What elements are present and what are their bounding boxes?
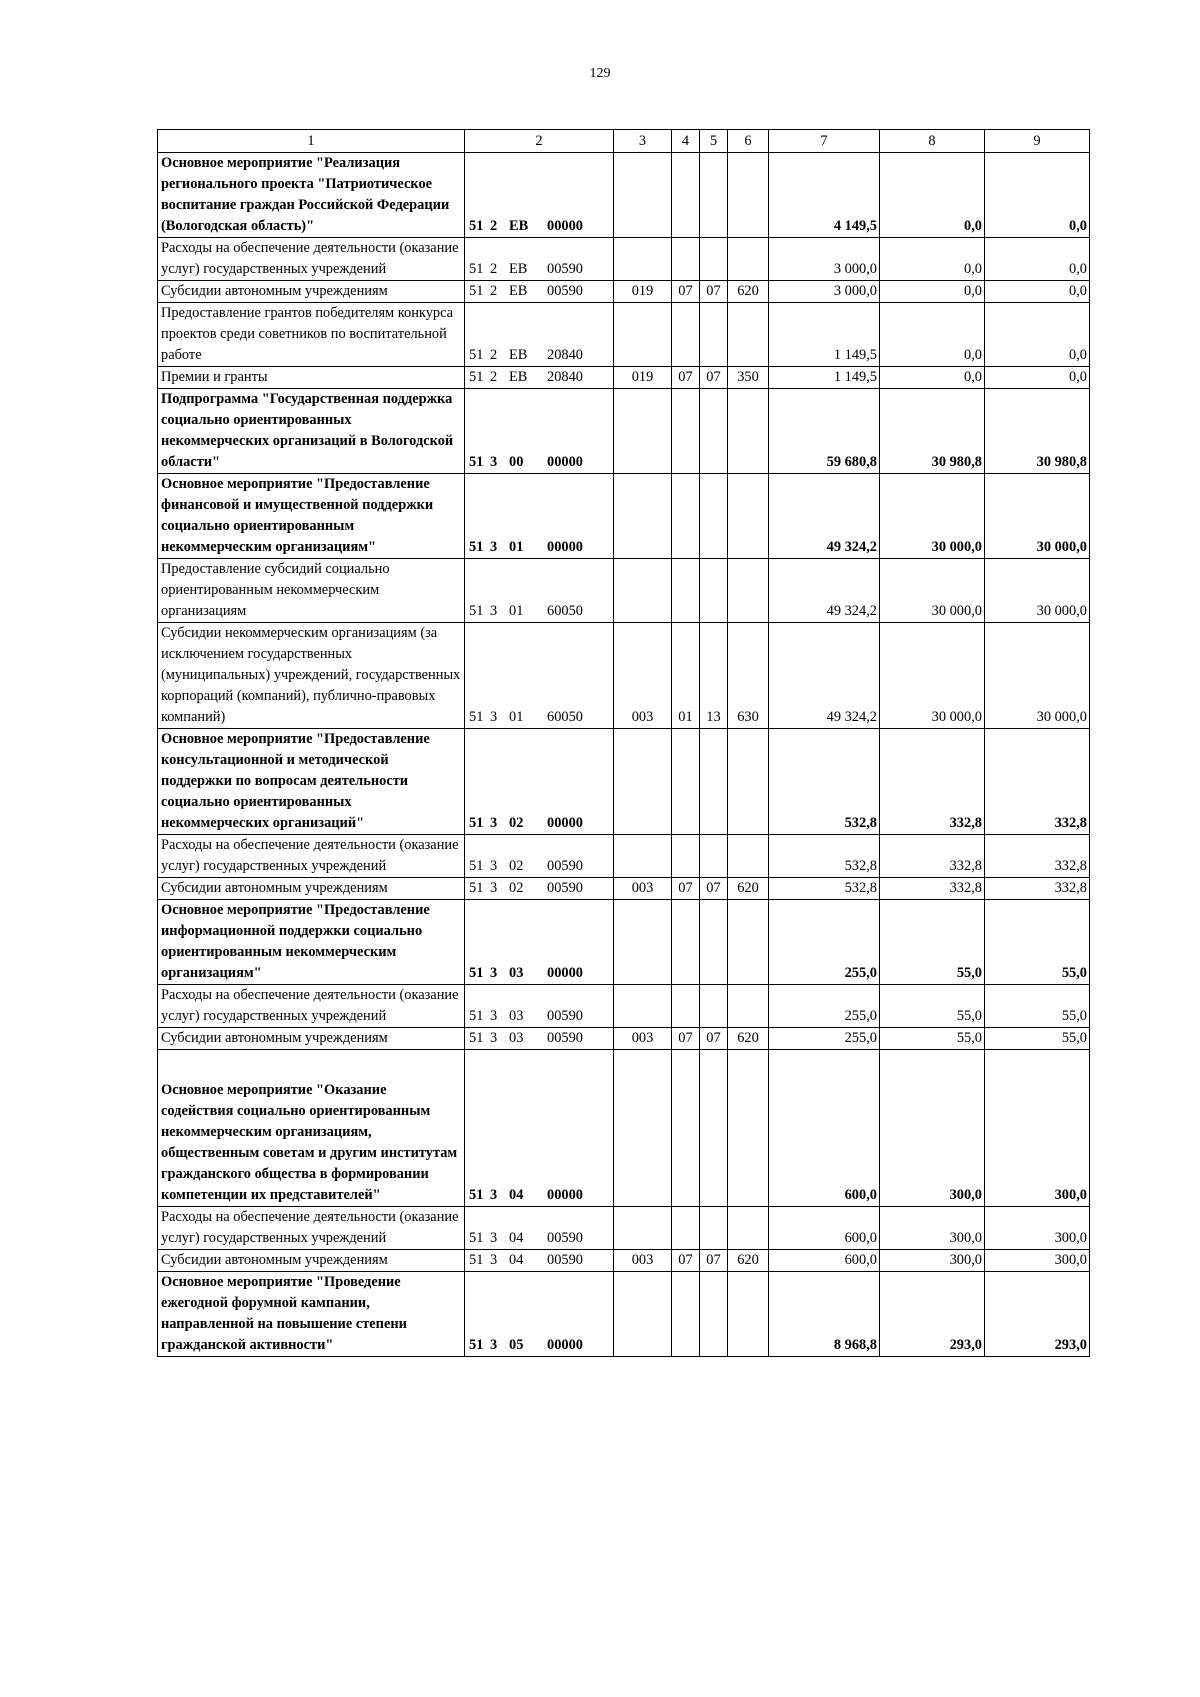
section-code xyxy=(672,559,700,623)
code-part: 03 xyxy=(509,965,524,981)
section-code: 01 xyxy=(672,623,700,729)
amount-col-7: 1 149,5 xyxy=(769,367,880,389)
amount-col-7: 532,8 xyxy=(769,729,880,835)
row-name: Расходы на обеспечение деятельности (оказание услуг) государственных учреждений xyxy=(158,835,465,878)
target-article-code xyxy=(465,878,614,900)
amount-col-7: 3 000,0 xyxy=(769,238,880,281)
code-part: ЕВ xyxy=(509,369,528,385)
row-name: Подпрограмма "Государственная поддержка социально ориентированных некоммерческих организаций в Вологодской области" xyxy=(158,389,465,474)
expense-type-code xyxy=(728,474,769,559)
amount-col-7: 255,0 xyxy=(769,1028,880,1050)
column-number: 7 xyxy=(769,130,880,153)
code-part: 20840 xyxy=(547,369,583,385)
row-name: Расходы на обеспечение деятельности (оказание услуг) государственных учреждений xyxy=(158,1207,465,1250)
target-article-code xyxy=(465,1272,614,1357)
code-part: 20840 xyxy=(547,347,583,363)
section-code xyxy=(672,303,700,367)
row-name: Субсидии автономным учреждениям xyxy=(158,1028,465,1050)
amount-col-8: 332,8 xyxy=(880,878,985,900)
code-part: 05 xyxy=(509,1337,524,1353)
section-code xyxy=(672,900,700,985)
subsection-code xyxy=(700,1207,728,1250)
section-code xyxy=(672,1050,700,1207)
row-name: Основное мероприятие "Проведение ежегодной форумной кампании, направленной на повышение степени гражданской активности" xyxy=(158,1272,465,1357)
expense-type-code xyxy=(728,1207,769,1250)
row-name: Субсидии автономным учреждениям xyxy=(158,1250,465,1272)
ministry-code xyxy=(614,474,672,559)
section-code xyxy=(672,389,700,474)
code-part: 2 xyxy=(490,218,498,234)
column-number: 2 xyxy=(465,130,614,153)
code-part: 04 xyxy=(509,1230,524,1246)
ministry-code xyxy=(614,985,672,1028)
code-part: 3 xyxy=(490,1187,498,1203)
subsection-code xyxy=(700,153,728,238)
section-code: 07 xyxy=(672,1028,700,1050)
table-row xyxy=(158,281,1090,303)
code-part: 00000 xyxy=(547,1187,583,1203)
column-number: 4 xyxy=(672,130,700,153)
row-name: Субсидии автономным учреждениям xyxy=(158,878,465,900)
amount-col-9: 30 000,0 xyxy=(985,474,1090,559)
table-row xyxy=(158,238,1090,281)
target-article-code xyxy=(465,367,614,389)
subsection-code xyxy=(700,1272,728,1357)
amount-col-8: 300,0 xyxy=(880,1250,985,1272)
ministry-code: 019 xyxy=(614,281,672,303)
code-part: 51 xyxy=(469,1030,484,1046)
amount-col-9: 30 000,0 xyxy=(985,623,1090,729)
target-article-code xyxy=(465,1207,614,1250)
code-part: 51 xyxy=(469,347,484,363)
section-code xyxy=(672,729,700,835)
section-code: 07 xyxy=(672,878,700,900)
ministry-code: 003 xyxy=(614,1028,672,1050)
amount-col-7: 49 324,2 xyxy=(769,623,880,729)
subsection-code xyxy=(700,985,728,1028)
code-part: 3 xyxy=(490,539,498,555)
code-part: 51 xyxy=(469,369,484,385)
table-row xyxy=(158,1250,1090,1272)
section-code: 07 xyxy=(672,1250,700,1272)
subsection-code xyxy=(700,474,728,559)
code-part: 51 xyxy=(469,1337,484,1353)
code-part: 2 xyxy=(490,283,498,299)
section-code: 07 xyxy=(672,367,700,389)
subsection-code: 07 xyxy=(700,367,728,389)
target-article-code xyxy=(465,1250,614,1272)
ministry-code xyxy=(614,153,672,238)
expense-type-code: 350 xyxy=(728,367,769,389)
amount-col-9: 55,0 xyxy=(985,985,1090,1028)
section-code xyxy=(672,153,700,238)
code-part: 00000 xyxy=(547,539,583,555)
row-name: Субсидии некоммерческим организациям (за исключением государственных (муниципальных) учреждений, государственных корпораций (компаний), публично-правовых компаний) xyxy=(158,623,465,729)
table-row xyxy=(158,1272,1090,1357)
expense-type-code: 620 xyxy=(728,878,769,900)
amount-col-7: 1 149,5 xyxy=(769,303,880,367)
expense-type-code: 620 xyxy=(728,281,769,303)
code-part: 03 xyxy=(509,1030,524,1046)
column-number-row xyxy=(158,130,1090,153)
target-article-code xyxy=(465,153,614,238)
expense-type-code xyxy=(728,238,769,281)
row-name: Основное мероприятие "Реализация регионального проекта "Патриотическое воспитание граждан Российской Федерации (Вологодская область)" xyxy=(158,153,465,238)
amount-col-7: 255,0 xyxy=(769,900,880,985)
expense-type-code xyxy=(728,1272,769,1357)
amount-col-7: 49 324,2 xyxy=(769,474,880,559)
table-row xyxy=(158,1028,1090,1050)
code-part: ЕВ xyxy=(509,283,528,299)
table-row xyxy=(158,367,1090,389)
target-article-code xyxy=(465,281,614,303)
code-part: 2 xyxy=(490,261,498,277)
code-part: 51 xyxy=(469,283,484,299)
page-number: 129 xyxy=(589,66,611,81)
subsection-code xyxy=(700,238,728,281)
row-name: Основное мероприятие "Оказание содействия социально ориентированным некоммерческим организациям, общественным советам и другим институтам гражданского общества в формировании компетенции их представителей" xyxy=(158,1050,465,1207)
code-part: 3 xyxy=(490,858,498,874)
code-part: 51 xyxy=(469,1230,484,1246)
row-name: Субсидии автономным учреждениям xyxy=(158,281,465,303)
code-part: 00590 xyxy=(547,283,583,299)
code-part: 01 xyxy=(509,709,524,725)
code-part: 51 xyxy=(469,1008,484,1024)
ministry-code: 003 xyxy=(614,623,672,729)
code-part: 2 xyxy=(490,369,498,385)
code-part: 03 xyxy=(509,1008,524,1024)
code-part: 04 xyxy=(509,1252,524,1268)
section-code xyxy=(672,1207,700,1250)
amount-col-9: 300,0 xyxy=(985,1250,1090,1272)
expense-type-code xyxy=(728,559,769,623)
amount-col-8: 30 980,8 xyxy=(880,389,985,474)
subsection-code xyxy=(700,900,728,985)
amount-col-8: 293,0 xyxy=(880,1272,985,1357)
amount-col-7: 600,0 xyxy=(769,1207,880,1250)
code-part: 3 xyxy=(490,1252,498,1268)
code-part: 3 xyxy=(490,815,498,831)
code-part: 51 xyxy=(469,880,484,896)
subsection-code xyxy=(700,1050,728,1207)
table-row xyxy=(158,985,1090,1028)
table-row xyxy=(158,389,1090,474)
expense-type-code xyxy=(728,985,769,1028)
amount-col-8: 300,0 xyxy=(880,1050,985,1207)
column-number: 3 xyxy=(614,130,672,153)
amount-col-7: 4 149,5 xyxy=(769,153,880,238)
expense-type-code: 630 xyxy=(728,623,769,729)
amount-col-7: 532,8 xyxy=(769,835,880,878)
table-row xyxy=(158,559,1090,623)
code-part: 51 xyxy=(469,858,484,874)
amount-col-7: 3 000,0 xyxy=(769,281,880,303)
expense-type-code xyxy=(728,389,769,474)
code-part: 00 xyxy=(509,454,524,470)
table-row xyxy=(158,474,1090,559)
code-part: 51 xyxy=(469,261,484,277)
section-code xyxy=(672,985,700,1028)
ministry-code: 019 xyxy=(614,367,672,389)
column-number: 9 xyxy=(985,130,1090,153)
amount-col-7: 600,0 xyxy=(769,1050,880,1207)
ministry-code xyxy=(614,729,672,835)
row-name: Предоставление грантов победителям конкурса проектов среди советников по воспитательной работе xyxy=(158,303,465,367)
amount-col-8: 30 000,0 xyxy=(880,559,985,623)
section-code xyxy=(672,1272,700,1357)
section-code xyxy=(672,238,700,281)
ministry-code xyxy=(614,303,672,367)
amount-col-9: 300,0 xyxy=(985,1050,1090,1207)
amount-col-9: 0,0 xyxy=(985,153,1090,238)
target-article-code xyxy=(465,389,614,474)
ministry-code xyxy=(614,1207,672,1250)
table-row xyxy=(158,1207,1090,1250)
ministry-code xyxy=(614,389,672,474)
row-name: Расходы на обеспечение деятельности (оказание услуг) государственных учреждений xyxy=(158,985,465,1028)
ministry-code: 003 xyxy=(614,878,672,900)
expense-type-code xyxy=(728,900,769,985)
code-part: 3 xyxy=(490,1030,498,1046)
code-part: 00590 xyxy=(547,858,583,874)
code-part: 00590 xyxy=(547,1252,583,1268)
subsection-code xyxy=(700,559,728,623)
table-body xyxy=(158,130,1090,1357)
subsection-code xyxy=(700,389,728,474)
amount-col-9: 293,0 xyxy=(985,1272,1090,1357)
code-part: 2 xyxy=(490,347,498,363)
code-part: 01 xyxy=(509,539,524,555)
ministry-code xyxy=(614,559,672,623)
code-part: 51 xyxy=(469,815,484,831)
amount-col-9: 0,0 xyxy=(985,281,1090,303)
table-row xyxy=(158,878,1090,900)
code-part: 51 xyxy=(469,603,484,619)
target-article-code xyxy=(465,474,614,559)
row-name: Предоставление субсидий социально ориентированным некоммерческим организациям xyxy=(158,559,465,623)
code-part: ЕВ xyxy=(509,261,528,277)
ministry-code xyxy=(614,1050,672,1207)
column-number: 1 xyxy=(158,130,465,153)
code-part: 51 xyxy=(469,539,484,555)
amount-col-7: 49 324,2 xyxy=(769,559,880,623)
code-part: 51 xyxy=(469,218,484,234)
amount-col-8: 55,0 xyxy=(880,1028,985,1050)
subsection-code: 07 xyxy=(700,878,728,900)
table-row xyxy=(158,729,1090,835)
subsection-code xyxy=(700,303,728,367)
amount-col-8: 300,0 xyxy=(880,1207,985,1250)
code-part: 00000 xyxy=(547,965,583,981)
code-part: 3 xyxy=(490,880,498,896)
amount-col-8: 0,0 xyxy=(880,153,985,238)
expense-type-code xyxy=(728,835,769,878)
row-name: Расходы на обеспечение деятельности (оказание услуг) государственных учреждений xyxy=(158,238,465,281)
target-article-code xyxy=(465,238,614,281)
expense-type-code xyxy=(728,153,769,238)
code-part: 02 xyxy=(509,815,524,831)
target-article-code xyxy=(465,729,614,835)
code-part: 3 xyxy=(490,1008,498,1024)
code-part: ЕВ xyxy=(509,347,528,363)
amount-col-8: 0,0 xyxy=(880,281,985,303)
subsection-code xyxy=(700,729,728,835)
code-part: 3 xyxy=(490,454,498,470)
target-article-code xyxy=(465,835,614,878)
code-part: 00590 xyxy=(547,1008,583,1024)
amount-col-8: 0,0 xyxy=(880,303,985,367)
column-number: 5 xyxy=(700,130,728,153)
amount-col-8: 55,0 xyxy=(880,900,985,985)
code-part: 3 xyxy=(490,603,498,619)
code-part: 00000 xyxy=(547,1337,583,1353)
expense-type-code xyxy=(728,303,769,367)
target-article-code xyxy=(465,1050,614,1207)
section-code xyxy=(672,835,700,878)
target-article-code xyxy=(465,623,614,729)
code-part: 51 xyxy=(469,1252,484,1268)
code-part: 00590 xyxy=(547,261,583,277)
target-article-code xyxy=(465,303,614,367)
target-article-code xyxy=(465,985,614,1028)
table-row xyxy=(158,303,1090,367)
amount-col-9: 55,0 xyxy=(985,1028,1090,1050)
subsection-code: 07 xyxy=(700,1250,728,1272)
subsection-code: 13 xyxy=(700,623,728,729)
code-part: 3 xyxy=(490,965,498,981)
code-part: 60050 xyxy=(547,709,583,725)
table-row xyxy=(158,835,1090,878)
code-part: 02 xyxy=(509,858,524,874)
column-number: 6 xyxy=(728,130,769,153)
code-part: 01 xyxy=(509,603,524,619)
code-part: 00000 xyxy=(547,815,583,831)
code-part: 3 xyxy=(490,1337,498,1353)
amount-col-9: 332,8 xyxy=(985,835,1090,878)
amount-col-9: 0,0 xyxy=(985,367,1090,389)
ministry-code xyxy=(614,900,672,985)
target-article-code xyxy=(465,559,614,623)
code-part: 00590 xyxy=(547,1030,583,1046)
table-row xyxy=(158,153,1090,238)
amount-col-8: 30 000,0 xyxy=(880,623,985,729)
code-part: 04 xyxy=(509,1187,524,1203)
expense-type-code: 620 xyxy=(728,1250,769,1272)
code-part: 3 xyxy=(490,709,498,725)
amount-col-9: 332,8 xyxy=(985,878,1090,900)
code-part: 00590 xyxy=(547,1230,583,1246)
amount-col-7: 600,0 xyxy=(769,1250,880,1272)
ministry-code xyxy=(614,835,672,878)
target-article-code xyxy=(465,1028,614,1050)
row-name: Премии и гранты xyxy=(158,367,465,389)
subsection-code: 07 xyxy=(700,1028,728,1050)
code-part: 51 xyxy=(469,709,484,725)
amount-col-8: 55,0 xyxy=(880,985,985,1028)
amount-col-7: 255,0 xyxy=(769,985,880,1028)
amount-col-8: 332,8 xyxy=(880,835,985,878)
amount-col-9: 30 980,8 xyxy=(985,389,1090,474)
amount-col-7: 532,8 xyxy=(769,878,880,900)
expense-type-code xyxy=(728,1050,769,1207)
amount-col-7: 59 680,8 xyxy=(769,389,880,474)
code-part: 51 xyxy=(469,454,484,470)
table-row xyxy=(158,900,1090,985)
amount-col-8: 0,0 xyxy=(880,238,985,281)
amount-col-8: 332,8 xyxy=(880,729,985,835)
subsection-code: 07 xyxy=(700,281,728,303)
expense-type-code: 620 xyxy=(728,1028,769,1050)
amount-col-9: 55,0 xyxy=(985,900,1090,985)
budget-table xyxy=(157,129,1090,1357)
code-part: 60050 xyxy=(547,603,583,619)
subsection-code xyxy=(700,835,728,878)
table-row xyxy=(158,1050,1090,1207)
table-row xyxy=(158,623,1090,729)
section-code: 07 xyxy=(672,281,700,303)
code-part: ЕВ xyxy=(509,218,529,234)
amount-col-7: 8 968,8 xyxy=(769,1272,880,1357)
code-part: 00000 xyxy=(547,218,583,234)
code-part: 02 xyxy=(509,880,524,896)
row-name: Основное мероприятие "Предоставление консультационной и методической поддержки по вопросам деятельности социально ориентированных некоммерческих организаций" xyxy=(158,729,465,835)
amount-col-9: 332,8 xyxy=(985,729,1090,835)
code-part: 00590 xyxy=(547,880,583,896)
ministry-code xyxy=(614,238,672,281)
amount-col-9: 0,0 xyxy=(985,303,1090,367)
target-article-code xyxy=(465,900,614,985)
column-number: 8 xyxy=(880,130,985,153)
code-part: 00000 xyxy=(547,454,583,470)
section-code xyxy=(672,474,700,559)
amount-col-8: 30 000,0 xyxy=(880,474,985,559)
code-part: 51 xyxy=(469,965,484,981)
expense-type-code xyxy=(728,729,769,835)
ministry-code: 003 xyxy=(614,1250,672,1272)
amount-col-8: 0,0 xyxy=(880,367,985,389)
amount-col-9: 300,0 xyxy=(985,1207,1090,1250)
amount-col-9: 0,0 xyxy=(985,238,1090,281)
ministry-code xyxy=(614,1272,672,1357)
row-name: Основное мероприятие "Предоставление финансовой и имущественной поддержки социально ориентированным некоммерческим организациям" xyxy=(158,474,465,559)
code-part: 3 xyxy=(490,1230,498,1246)
amount-col-9: 30 000,0 xyxy=(985,559,1090,623)
row-name: Основное мероприятие "Предоставление информационной поддержки социально ориентированным некоммерческим организациям" xyxy=(158,900,465,985)
code-part: 51 xyxy=(469,1187,484,1203)
